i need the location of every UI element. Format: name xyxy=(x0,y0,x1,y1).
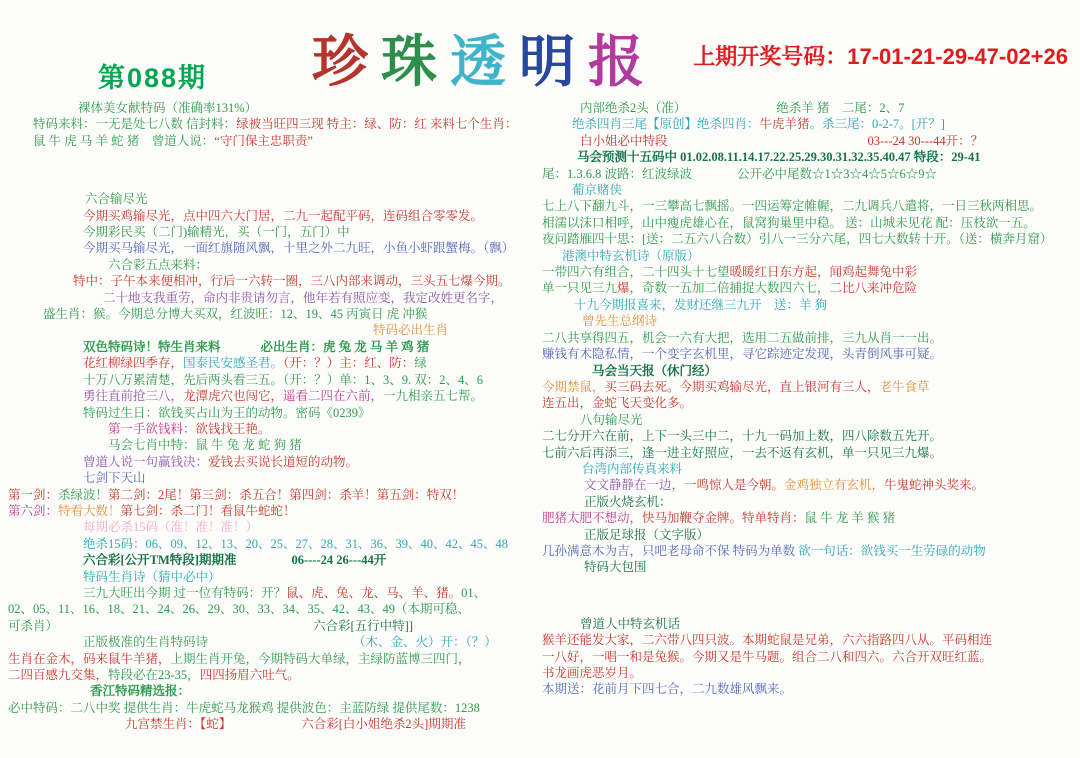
text-segment: 第七剑：杀二门！看鼠牛蛇蛇！ xyxy=(120,503,296,518)
text-line xyxy=(8,454,542,470)
text-segment: 公开必中尾数☆1☆3☆4☆5☆6☆9☆ xyxy=(737,166,938,181)
text-line xyxy=(542,231,1076,247)
text-segment: 特中：子午本来便相冲，行后一六转一圈，三八内部来调动，三头五七爆今期。 xyxy=(73,274,511,289)
text-line xyxy=(8,224,542,240)
text-segment: 特码来料：一无是处七八数 信封料： xyxy=(33,117,237,132)
text-segment: 欲一句话：欲钱买一生劳碌的动物 xyxy=(798,543,986,558)
title-char: 透 xyxy=(450,32,519,94)
text-line xyxy=(542,330,1076,346)
report-title xyxy=(312,18,657,98)
text-segment: 爱钱去买说长道短的动物。 xyxy=(208,454,359,469)
text-line xyxy=(542,649,1076,665)
text-segment: （木、金、火）开：（？） xyxy=(353,635,497,650)
text-segment: 鼠、虎、兔、龙、马、羊、猪。 xyxy=(286,585,462,600)
text-line xyxy=(542,297,1076,313)
text-segment: 一九相亲五七帮。 xyxy=(383,389,484,404)
text-line xyxy=(542,510,1076,526)
text-line xyxy=(542,280,1076,296)
text-segment: 生肖在金木，码来鼠牛羊猪， xyxy=(8,651,171,666)
text-segment: 裸体美女献特码（准确率131%） xyxy=(78,101,258,115)
text-line xyxy=(542,198,1076,214)
text-segment: 特码大包围 xyxy=(584,560,647,575)
title-char: 报 xyxy=(588,32,657,94)
text-segment: 今期买鸡输尽光，点中四六大门居，二九一起配平码，连码组合零零发。 xyxy=(83,208,484,223)
text-segment: 金鸡独立有玄机， xyxy=(784,478,885,493)
text-line xyxy=(8,421,542,437)
text-segment: 六合彩[白小姐绝杀2头]期期准 xyxy=(301,717,466,732)
text-segment: 文文静静在一边， xyxy=(584,478,685,493)
text-segment: 第一手欲钱料： xyxy=(108,421,196,436)
text-segment: 尾：1.3.6.8 波路：红波绿波 xyxy=(542,166,693,181)
text-segment: 杀绿波！ xyxy=(58,487,109,502)
text-line xyxy=(8,306,542,322)
text-line xyxy=(542,632,1076,648)
text-segment: 七剑下天山 xyxy=(83,471,146,486)
text-segment: 上期生肖开兔，今期特码大单绿，主绿防蓝博三四门， xyxy=(170,651,471,666)
text-segment: 二七分开六在前，上下一头三中二，十九一码加上数，四八除数五先开。 xyxy=(542,429,943,444)
text-segment: 夜问踏雁四十思：[送：二五六八合数）引八一三分六尾，四七大数转十开。（送：横奔月窟） xyxy=(542,232,1053,247)
text-segment: 今期禁鼠， xyxy=(542,379,605,394)
text-line xyxy=(542,182,1076,198)
text-segment: 本期送：花前月下四七合，二九数雄风飘来。 xyxy=(542,682,793,697)
text-segment: 遥看二四在六前， xyxy=(283,389,384,404)
text-segment: 02、05、11、16、18、21、24、26、29、30、33、34、35、42、43、49（本期可稳、 xyxy=(8,602,471,617)
text-segment: 绿被当旺四三现 特主：绿、防：红 来料七个生肖： xyxy=(236,117,518,132)
text-line xyxy=(8,100,542,116)
text-line xyxy=(8,470,542,486)
last-draw-numbers: 上期开奖号码：17-01-21-29-47-02+26 xyxy=(693,44,1068,69)
text-segment: 01、 xyxy=(461,585,487,600)
text-line xyxy=(8,585,542,601)
text-line xyxy=(542,559,1076,575)
text-segment: 十九今期报喜来，发财还继三九开 送：羊 狗 xyxy=(574,297,828,312)
text-segment: 特看大数！ xyxy=(58,503,121,518)
text-line xyxy=(542,543,1076,559)
text-line xyxy=(8,667,542,683)
text-line xyxy=(8,503,542,519)
text-segment: 书龙画虎恶岁月。 xyxy=(542,666,643,680)
text-line xyxy=(8,322,542,338)
text-line xyxy=(8,339,542,355)
text-segment: 老牛食草 xyxy=(879,379,930,394)
text-line xyxy=(8,240,542,256)
text-segment: 特段必在23-35， xyxy=(108,668,200,682)
text-segment: 花红柳绿四季存， xyxy=(83,356,184,371)
text-segment: 国泰民安感圣君。 xyxy=(183,356,284,371)
text-segment: 八句输尽光 xyxy=(580,412,643,427)
text-line xyxy=(8,487,542,503)
text-segment: 马会七肖中特：鼠 牛 兔 龙 蛇 狗 猪 xyxy=(108,438,302,453)
text-segment: 鼠 牛 虎 马 羊 蛇 猪 曾道人说： xyxy=(33,133,215,148)
text-segment: 一鸣惊人是今朝。 xyxy=(684,478,785,493)
text-segment: 牛虎羊猪 xyxy=(759,117,810,132)
text-segment: 葡京赌侠 xyxy=(572,183,623,198)
text-segment: 十万八万累清楚，先后两头看三五。（开：？）单：1、3、9. 双：2、4、6 xyxy=(83,372,484,387)
text-segment: 肥猪太肥不想动， xyxy=(542,511,643,526)
text-segment: 三九大旺出今期 过一位有特码：开？ xyxy=(83,585,287,600)
text-segment: ，奇数一五加二倍捕捉大数四六七， xyxy=(629,281,830,296)
text-line xyxy=(542,494,1076,510)
content-columns xyxy=(0,98,1080,733)
text-segment: 可杀肖） xyxy=(8,618,59,633)
text-line xyxy=(8,388,542,404)
text-segment: 马会当天报（休门经） xyxy=(592,363,718,378)
text-segment: “守门保主忠职责” xyxy=(214,133,313,148)
text-segment: 一带四六有组合，二十四头十七望 xyxy=(542,265,730,280)
text-line xyxy=(8,437,542,453)
text-line xyxy=(8,700,542,716)
text-segment: 06----24 26---44开 xyxy=(291,553,387,568)
text-segment: 正版火烧玄机： xyxy=(584,494,672,509)
text-segment: 龙潭虎穴也闯它， xyxy=(183,389,284,404)
text-segment: 单一只见三九 xyxy=(542,281,618,296)
text-line xyxy=(8,405,542,421)
text-segment: 绝杀四肖三尾【原创】绝杀四肖： xyxy=(572,117,760,132)
text-line xyxy=(542,363,1076,379)
text-line xyxy=(8,257,542,273)
text-segment: 二比八来冲危险 xyxy=(829,281,918,296)
text-line xyxy=(542,665,1076,681)
text-segment: 正版足球报（文字版） xyxy=(584,527,710,542)
text-segment: 几孙满意木为吉，只吧老母命不保 特码为单数 xyxy=(542,543,799,558)
text-segment: 内部绝杀2头（准） xyxy=(580,101,687,115)
text-segment: 曾先生总纲诗 xyxy=(582,314,658,329)
text-segment: （开：？）主：红、防： xyxy=(283,356,415,371)
text-segment: 今期彩民买（二门)输精光，买（一门，五门）中 xyxy=(83,225,350,240)
text-line xyxy=(542,116,1076,132)
text-line xyxy=(8,372,542,388)
text-line xyxy=(8,552,542,568)
text-line xyxy=(542,527,1076,543)
text-segment: 直上银河有三人， xyxy=(779,379,880,394)
text-line xyxy=(542,477,1076,493)
text-segment: 双色特码诗！特生肖来料 xyxy=(83,339,221,354)
text-line xyxy=(8,273,542,289)
text-segment: 连五出，金蛇飞天变化多。 xyxy=(542,396,693,411)
text-line xyxy=(8,618,542,634)
text-line xyxy=(542,379,1076,395)
text-line xyxy=(542,395,1076,411)
text-segment: 买三码去死。今期买鸡输尽光， xyxy=(604,379,780,394)
text-segment: 盛生肖：猴。今期总分博大买双，红波旺：12、19、45 丙寅日 虎 冲猴 xyxy=(43,307,428,322)
text-line xyxy=(542,461,1076,477)
text-segment: 二十地支我重劳，命内非贵请勿言，他年若有照应变，我定改姓更名字， xyxy=(103,290,504,305)
text-line xyxy=(8,716,542,732)
text-line xyxy=(542,149,1076,165)
title-char: 明 xyxy=(519,32,588,94)
text-line xyxy=(542,412,1076,428)
text-line xyxy=(8,601,542,617)
right-column xyxy=(542,100,1076,698)
text-line xyxy=(542,616,1076,632)
text-segment: 白小姐必中特段 xyxy=(580,133,668,148)
text-line xyxy=(8,536,542,552)
text-line xyxy=(8,355,542,371)
text-line xyxy=(542,215,1076,231)
text-segment: 二八共享得四五，机会一六有大把，选用二五做前排，三九从肖一一出。 xyxy=(542,330,943,345)
text-line xyxy=(8,569,542,585)
text-segment: 台湾内部传真来料 xyxy=(582,461,683,476)
title-char: 珍 xyxy=(312,32,381,94)
text-line xyxy=(542,346,1076,362)
text-segment: 曾道人中特玄机话 xyxy=(580,616,681,631)
text-segment: 二四百感九交集， xyxy=(8,668,109,682)
text-segment: 欲钱找王艳。 xyxy=(195,421,271,436)
text-line xyxy=(8,116,542,132)
text-segment: 牛鬼蛇神头奖来。 xyxy=(884,478,985,493)
text-segment: 绝杀羊 猪 二尾：2、7 xyxy=(776,101,905,115)
text-line xyxy=(542,445,1076,461)
text-segment: 03---24 30---44开：？ xyxy=(867,133,984,148)
text-line xyxy=(542,133,1076,149)
spacer xyxy=(542,576,1076,616)
text-line xyxy=(8,634,542,650)
title-char: 珠 xyxy=(381,32,450,94)
text-segment: 七前六后再添三，逢一进主好照应，一去不返有玄机，单一只见三九爆。 xyxy=(542,445,943,460)
text-segment: 爆 xyxy=(617,281,630,296)
text-segment: 鼠 牛 龙 羊 猴 猪 xyxy=(804,511,896,526)
text-segment: 勇往直前抢三八， xyxy=(83,389,184,404)
text-segment: 必出生肖：虎 兔 龙 马 羊 鸡 猪 xyxy=(260,339,430,354)
text-line xyxy=(8,683,542,699)
text-segment: 六合彩五点来料： xyxy=(108,257,209,272)
text-line xyxy=(8,290,542,306)
text-segment: 第二剑：2尾！第三剑：杀五合！第四剑：杀羊！第五剑：特双！ xyxy=(108,487,465,502)
text-segment: 第一剑： xyxy=(8,487,59,502)
spacer xyxy=(8,149,542,191)
text-segment: 快马加鞭夺金牌。特单特肖： xyxy=(642,511,805,526)
text-line xyxy=(542,100,1076,116)
text-segment: 香江特码精选报： xyxy=(90,684,191,699)
text-line xyxy=(542,248,1076,264)
text-line xyxy=(8,191,542,207)
text-segment: 赚钱有术隐私情，一个变字玄机里，寻它踪迹定发现，头青倒风事可疑。 xyxy=(542,347,943,362)
text-segment: 正版极准的生肖特码诗 xyxy=(83,635,209,650)
text-segment: 曾道人说一句赢钱决： xyxy=(83,454,209,469)
text-segment: 猴羊还能发大家，二六带八四只波。本期蛇鼠是兄弟，六六指路四八从。平码相连 xyxy=(542,633,993,648)
text-segment: 绿 xyxy=(414,356,427,371)
text-segment: 每期必杀15码（准！准！准！） xyxy=(83,520,259,535)
text-segment: 相濡以沫口相呼，山中瘦虎雄心在，鼠窝狗巢里中稳。 送：山城未见花 配：压枝欲一五。 xyxy=(542,215,1036,230)
text-segment: 特码生肖诗（猜中必中） xyxy=(83,569,221,584)
text-segment: 第六剑： xyxy=(8,503,59,518)
page-header xyxy=(0,0,1080,98)
text-line xyxy=(542,313,1076,329)
text-line xyxy=(542,264,1076,280)
text-line xyxy=(8,519,542,535)
text-segment: 四四扬眉六吐气。 xyxy=(199,668,300,682)
text-segment: 绝杀15码：06、09、12、13、20、25、27、28、31、36、39、40、42、45、48 xyxy=(83,536,509,551)
text-segment: 特码必出生肖 xyxy=(373,323,449,338)
text-line xyxy=(8,133,542,149)
issue-number: 第088期 xyxy=(98,63,208,93)
text-line xyxy=(8,651,542,667)
text-segment: 马会预测十五码中 01.02.08.11.14.17.22.25.29.30.31.32.35.40.47 特段：29-41 xyxy=(577,150,981,165)
text-segment: 必中特码：二八中奖 提供生肖：牛虎蛇马龙猴鸡 提供波色：主蓝防绿 提供尾数：1238 xyxy=(8,700,480,715)
text-line xyxy=(8,208,542,224)
text-segment: 一八好，一唱一和是兔猴。今期又是牛马题。组合二八和四六。六合开双旺红蓝。 xyxy=(542,649,993,664)
text-segment: 今期买马输尽光，一面红旗随风飘，十里之外二九旺，小鱼小虾跟蟹梅。（飘） xyxy=(83,241,515,256)
text-segment: 七上八下翻九斗，一三攀高七飘摇。一四运筹定帷幄，二九调兵八遣将，一日三秋两相思。 xyxy=(542,199,1043,214)
text-line xyxy=(542,428,1076,444)
text-segment: 六合输尽光 xyxy=(85,192,148,207)
text-line xyxy=(542,166,1076,182)
text-line xyxy=(542,681,1076,697)
text-segment: 。杀三尾：0-2-7。[开？] xyxy=(809,117,945,132)
left-column xyxy=(8,100,542,733)
text-segment: 九宫禁生肖：【蛇】 xyxy=(125,717,232,732)
text-segment: 特码过生日：欲钱买占山为王的动物。密码《0239》 xyxy=(83,405,371,420)
text-segment: 六合彩[公开TM特段]期期准 xyxy=(83,553,237,568)
text-segment: 港澳中特玄机诗（原版） xyxy=(562,248,700,263)
text-segment: 暖暖红日东方起，闻鸡起舞兔中彩 xyxy=(729,265,918,280)
text-segment: 六合彩[五行中特]] xyxy=(313,618,414,633)
